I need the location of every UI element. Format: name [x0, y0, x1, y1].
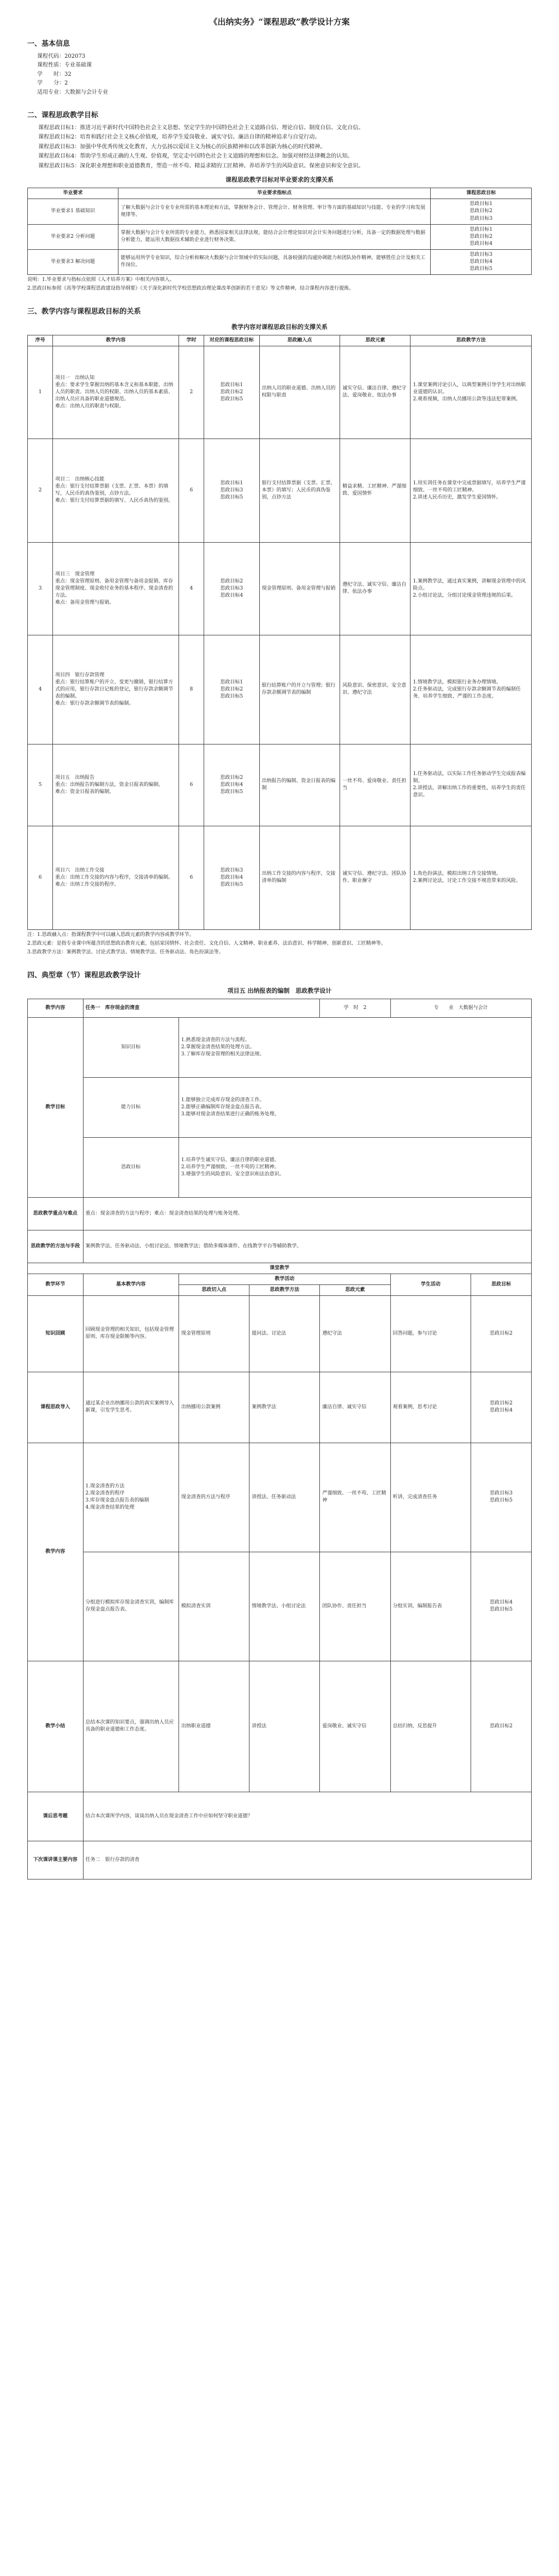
- table-cell: 下次课讲课主要内容: [28, 1841, 84, 1879]
- table-row: [28, 439, 532, 542]
- table-cell: 思政目标1 思政目标2 思政目标4: [431, 224, 532, 249]
- basic-info: [27, 53, 532, 97]
- document-title: 《出纳实务》“课程思政”教学设计方案: [209, 17, 350, 27]
- goal-item: 课程思政目标3：加强中华优秀传统文化教育，大力弘扬以爱国主义为核心的民族精神和以改革创新为核心的时代精神。: [38, 143, 326, 150]
- table-row: [28, 635, 532, 744]
- table-cell: 毕业要求3 解决问题: [28, 249, 118, 274]
- table-cell: 严谨细致、一丝不苟、工匠精神: [320, 1443, 390, 1552]
- table-cell: 廉洁自律、诚实守信: [320, 1372, 390, 1443]
- info-row: [37, 71, 532, 79]
- table-cell: 项目二 出纳核心技能 重点：银行支付结算票据（支票、汇票、本票）的填写，人民币的真伪鉴别，点钞方法。 难点：银行支付结算票据的填写、人民币真伪的鉴别。: [53, 439, 179, 542]
- table-row: [28, 1792, 532, 1841]
- table-cell: 1.角色扮演法，模拟出纳工作交接情境。 2.案例讨论法，讨论工作交接不规范带来的风险。: [411, 826, 532, 929]
- table-cell: 观看案例，思考讨论: [390, 1372, 471, 1443]
- table-cell: 诚实守信、廉洁自律、遵纪守法、爱岗敬业、依法办事: [340, 346, 411, 439]
- table-header: 思政元素: [320, 1284, 390, 1295]
- info-value: 大数据与会计专业: [64, 89, 108, 95]
- table-cell: 回答问题，参与讨论: [390, 1295, 471, 1372]
- table-cell: 知识回顾: [28, 1295, 84, 1372]
- table-cell: 4: [179, 542, 204, 635]
- table-cell: 银行支付结算票据（支票、汇票、本票）的填写；人民币的真伪鉴别，点钞方法: [259, 439, 340, 542]
- table-cell: 教学内容: [28, 1443, 84, 1661]
- table-row: [28, 199, 532, 224]
- table-cell: 教学目标: [28, 1017, 84, 1197]
- table-cell: 项目一 出纳认知 重点：要求学生掌握出纳的基本含义和基本职能、出纳人员的职责、出纳人员的权限、出纳人员的基本素质、出纳人员应具备的职业道德规范。 难点：出纳人员的职责与权限。: [53, 346, 179, 439]
- table-cell: 出纳工作交接的内容与程序，交接清单的编制: [259, 826, 340, 929]
- table-header: 教学活动: [179, 1274, 390, 1284]
- table-cell: 项目五 出纳报告 重点：出纳报告的编制方法，资金日报表的编制。 难点：资金日报表的编制。: [53, 744, 179, 826]
- hours-value: 2: [363, 1005, 367, 1011]
- table-cell: 出纳人员的职业道德、出纳人员的权限与职责: [259, 346, 340, 439]
- table-row: [28, 249, 532, 274]
- table-cell: 出纳挪用公款案例: [179, 1372, 249, 1443]
- table-note: 3.思政教学方法：案例教学法、讨论式教学法、情境教学法、任务驱动法、角色扮演法等。: [27, 949, 224, 955]
- table-header: 对应的课程思政目标: [204, 335, 260, 346]
- table-row: [28, 1661, 532, 1792]
- table-cell: 诚实守信、遵纪守法、团队协作、职业操守: [340, 826, 411, 929]
- table-cell: 教学内容: [28, 999, 84, 1017]
- table-cell: 现金管理原则、备用金管理与报销: [259, 542, 340, 635]
- table-header: 思政元素: [340, 335, 411, 346]
- table-cell: 遵纪守法、诚实守信、廉洁自律、依法办事: [340, 542, 411, 635]
- table-header: 思政目标: [471, 1274, 532, 1295]
- table-row: [28, 1230, 532, 1263]
- table-cell: [390, 999, 531, 1017]
- table-header: 毕业要求: [28, 188, 118, 199]
- table-cell: 5: [28, 744, 53, 826]
- design-table-title: 项目五 出纳报表的编制 思政教学设计: [227, 987, 332, 994]
- hours-label: 学 时: [343, 1005, 359, 1011]
- table-cell: 遵纪守法: [320, 1295, 390, 1372]
- table-cell: 项目三 现金管理 重点：现金管理原则、备用金管理与备用金报销、库存现金管理制度、现金收付业务的基本程序、现金清查的方法。 难点：备用金管理与报销。: [53, 542, 179, 635]
- info-value: 32: [64, 71, 72, 77]
- table-cell: 精益求精、工匠精神、严谨细致、爱国情怀: [340, 439, 411, 542]
- table-cell: 分组实训，编制报告表: [390, 1552, 471, 1661]
- table-header: 基本教学内容: [83, 1274, 179, 1295]
- table-cell: [320, 999, 390, 1017]
- info-row: [37, 53, 532, 61]
- info-label: 适用专业：: [37, 89, 64, 95]
- table-cell: 6: [179, 744, 204, 826]
- table-header: 思政切入点: [179, 1284, 249, 1295]
- table-cell: 思政目标1 思政目标3 思政目标5: [204, 439, 260, 542]
- table-cell: 思政目标1 思政目标2 思政目标3: [431, 199, 532, 224]
- section-1-heading: 一、基本信息: [27, 39, 70, 48]
- table-row: [28, 1274, 532, 1284]
- goal-item: 课程思政目标5：深化职业理想和职业道德教育，塑造一丝不苟、精益求精的工匠精神、养培养学生的风险意识、保密意识和安全意识。: [38, 163, 364, 169]
- table-cell: 教学小结: [28, 1661, 84, 1792]
- table-cell: 能够运用所学专业知识，综合分析和解决大数据与会计领域中的实际问题，具备较强的沟通协调能力和团队协作精神，能够胜任会计及相关工作岗位。: [118, 249, 431, 274]
- table-cell: 1.能够独立完成库存现金的清查工作。 2.能够正确编制库存现金盘点报告表。 3.能够对现金清查结果进行正确的账务处理。: [179, 1077, 531, 1137]
- table-cell: 情境教学法、小组讨论法: [249, 1552, 320, 1661]
- table-cell: 课后思考题: [28, 1792, 84, 1841]
- table-cell: 思政目标2: [471, 1661, 532, 1792]
- table-row: [28, 224, 532, 249]
- table-cell: 思政目标2 思政目标4: [471, 1372, 532, 1443]
- table-cell: 讲授法、任务驱动法: [249, 1443, 320, 1552]
- section-3-heading: 三、教学内容与课程思政目标的关系: [27, 307, 141, 316]
- table-header: 学时: [179, 335, 204, 346]
- table-cell: 思政目标1 思政目标2 思政目标5: [204, 635, 260, 744]
- table-cell: 银行结算账户的开立与管理；银行存款余额调节表的编制: [259, 635, 340, 744]
- table-cell: 1: [28, 346, 53, 439]
- table-cell: 分组进行模拟库存现金清查实训，编制库存现金盘点报告表。: [83, 1552, 179, 1661]
- table-row: [28, 1017, 532, 1077]
- table-cell: 通过某企业出纳挪用公款的真实案例导入新课，引发学生思考。: [83, 1372, 179, 1443]
- table-row: [28, 1443, 532, 1552]
- support-table-title: 课程思政教学目标对毕业要求的支撑关系: [225, 176, 334, 184]
- table-row: [28, 1197, 532, 1230]
- info-row: [37, 80, 532, 88]
- info-label: 学 时：: [37, 71, 64, 77]
- table-cell: 项目六 出纳工作交接 重点：出纳工作交接的内容与程序，交接清单的编制。 难点：出纳工作交接的程序。: [53, 826, 179, 929]
- table-row: [28, 346, 532, 439]
- info-row: [37, 89, 532, 97]
- table-header: 教学环节: [28, 1274, 84, 1295]
- table-row: [28, 542, 532, 635]
- table-cell: 风险意识、保密意识、安全意识、遵纪守法: [340, 635, 411, 744]
- goal-list: [27, 124, 532, 171]
- table-cell: 1.熟悉现金清查的方法与流程。 2.掌握现金清查结果的处理方法。 3.了解库存现金管理的相关法律法规。: [179, 1017, 531, 1077]
- table-cell: 总结归纳，反思提升: [390, 1661, 471, 1792]
- support-table: [27, 188, 532, 274]
- table-cell: 3: [28, 542, 53, 635]
- table-cell: 1.用实训任务在课堂中完成票据填写，培养学生严谨细致、一丝不苟的工匠精神。 2.讲述人民币历史，激发学生爱国情怀。: [411, 439, 532, 542]
- table-cell: 1.培养学生诚实守信、廉洁自律的职业道德。 2.培养学生严谨细致、一丝不苟的工匠精神。 3.增强学生的风险意识、安全意识和法治意识。: [179, 1137, 531, 1197]
- table-cell: 任务二 银行存款的清查: [83, 1841, 531, 1879]
- table-cell: 重点：现金清查的方法与程序；难点：现金清查结果的处理与账务处理。: [83, 1197, 531, 1230]
- table-row: [28, 999, 532, 1017]
- table-row: [28, 1295, 532, 1372]
- table-cell: 团队协作、责任担当: [320, 1552, 390, 1661]
- table-cell: 2: [179, 346, 204, 439]
- table-cell: 思政目标3 思政目标5: [471, 1443, 532, 1552]
- table-note: 说明：1.毕业要求与指标点依照《人才培养方案》中相关内容填入。: [27, 277, 175, 283]
- goal-item: 课程思政目标4：帮助学生形成正确的人生观、价值观，坚定走中国特色社会主义道路的理想和信念。加强对财经法律概念的认知。: [38, 153, 353, 160]
- table-row: [28, 1841, 532, 1879]
- content-table-title: 教学内容对课程思政目标的支撑关系: [231, 323, 328, 331]
- table-row: [28, 744, 532, 826]
- table-cell: 现金管理原则: [179, 1295, 249, 1372]
- table-cell: 思政目标: [83, 1137, 179, 1197]
- table-cell: 1.课堂案例讨论引入，以典型案例引导学生对出纳职业道德的认识。 2.观看视频，出纳人员挪用公款等违法犯罪案例。: [411, 346, 532, 439]
- table-cell: 1.案例教学法，通过真实案例，讲解现金管理中的风险点。 2.小组讨论法，分组讨论现金管理违规的后果。: [411, 542, 532, 635]
- table-cell: 6: [179, 439, 204, 542]
- table-cell: 现金清查的方法与程序: [179, 1443, 249, 1552]
- table-cell: 能力目标: [83, 1077, 179, 1137]
- table-cell: 结合本次课所学内容，谈谈出纳人员在现金清查工作中应如何坚守职业道德？: [83, 1792, 531, 1841]
- table-row: [28, 1077, 532, 1137]
- table-cell: 1.情境教学法，模拟银行业务办理情境。 2.任务驱动法，完成银行存款余额调节表的编制任务，培养学生细致、严谨的工作态度。: [411, 635, 532, 744]
- table-cell: 思政目标2: [471, 1295, 532, 1372]
- table-cell: 1.现金清查的方法 2.现金清查的程序 3.库存现金盘点报告表的编制 4.现金清查结果的处理: [83, 1443, 179, 1552]
- info-label: 学 分：: [37, 80, 64, 87]
- table-cell: 项目四 银行存款管理 重点：银行结算账户的开立、变更与撤销，银行结算方式的应用，银行存款日记账的登记，银行存款余额调节表的编制。 难点：银行存款余额调节表的编制。: [53, 635, 179, 744]
- table-row: [28, 1137, 532, 1197]
- table-cell: 思政目标3 思政目标4 思政目标5: [204, 826, 260, 929]
- table-header: 教学内容: [53, 335, 179, 346]
- table-note: 2.思政元素：是指专业课中所蕴含的思想政治教育元素，包括家国情怀、社会责任、文化自信、人文精神、职业素养、法治意识、科学精神、创新意识、工匠精神等。: [27, 940, 386, 946]
- section-4-heading: 四、典型章（节）课程思政教学设计: [27, 971, 141, 980]
- section-2-heading: 二、课程思政教学目标: [27, 111, 99, 120]
- info-label: 课程性质：: [37, 62, 64, 69]
- table-cell: 任务一 库存现金的清查: [83, 999, 320, 1017]
- table-cell: 课程思政导入: [28, 1372, 84, 1443]
- major-label: 专 业: [433, 1005, 454, 1011]
- table-cell: 4: [28, 635, 53, 744]
- table-header: 课程思政目标: [431, 188, 532, 199]
- table-cell: 思政教学重点与难点: [28, 1197, 84, 1230]
- table-cell: 思政目标4 思政目标5: [471, 1552, 532, 1661]
- table-cell: 2: [28, 439, 53, 542]
- info-value: 专业基础课: [64, 62, 92, 69]
- table-cell: 听讲，完成清查任务: [390, 1443, 471, 1552]
- table-row: [28, 1263, 532, 1274]
- table-cell: 6: [28, 826, 53, 929]
- goal-item: 课程思政目标1：推进习近平新时代中国特色社会主义思想、坚定学生的中国特色社会主义道路自信、理论自信、制度自信、文化自信。: [38, 124, 364, 131]
- table-note: 2.思政目标参照《高等学校课程思政建设指导纲要》《关于深化新时代学校思想政治理论课改革创新的若干意见》等文件精神，结合课程内容进行提炼。: [27, 285, 354, 291]
- table-cell: 爱岗敬业、诚实守信: [320, 1661, 390, 1792]
- table-cell: 毕业要求1 基础知识: [28, 199, 118, 224]
- table-cell: 知识目标: [83, 1017, 179, 1077]
- table-cell: 思政目标2 思政目标3 思政目标4: [204, 542, 260, 635]
- goal-item: 课程思政目标2：培育和践行社会主义核心价值观，培养学生爱岗敬业、诚实守信、廉洁自律的精神追求与自觉行动。: [38, 134, 320, 141]
- table-cell: 掌握大数据与会计专业所需的专业能力，熟悉国家相关法律法规，能结合会计理论知识对会计实务问题进行分析，具备一定的数据处理与数据分析能力，能运用大数据技术辅助企业进行财务决策。: [118, 224, 431, 249]
- table-cell: 了解大数据与会计专业专业所需的基本理论和方法，掌握财务会计、管理会计、财务管理、审计等方面的基础知识与技能、专业的学习和发展规律等。: [118, 199, 431, 224]
- table-header: 序号: [28, 335, 53, 346]
- table-cell: 思政教学的方法与手段: [28, 1230, 84, 1263]
- table-header: 思政融入点: [259, 335, 340, 346]
- table-row: [28, 826, 532, 929]
- table-cell: 案例教学法: [249, 1372, 320, 1443]
- info-row: [37, 62, 532, 70]
- table-cell: 1.任务驱动法，以实际工作任务驱动学生完成报表编制。 2.讲授法，讲解出纳工作的重要性，培养学生的责任意识。: [411, 744, 532, 826]
- table-cell: 提问法、讨论法: [249, 1295, 320, 1372]
- info-value: 202073: [64, 53, 86, 59]
- table-header: 思政教学方法: [411, 335, 532, 346]
- table-cell: 出纳报告的编制、资金日报表的编制: [259, 744, 340, 826]
- table-cell: 模拟清查实训: [179, 1552, 249, 1661]
- info-label: 课程代码：: [37, 53, 64, 59]
- table-header: 毕业要求指标点: [118, 188, 431, 199]
- table-cell: 回顾现金管理的相关知识，包括现金管理原则、库存现金限额等内容。: [83, 1295, 179, 1372]
- table-cell: 8: [179, 635, 204, 744]
- table-cell: 思政目标1 思政目标2 思政目标5: [204, 346, 260, 439]
- table-cell: 6: [179, 826, 204, 929]
- table-row: [28, 1552, 532, 1661]
- table-header: 学生活动: [390, 1274, 471, 1295]
- table-cell: 出纳职业道德: [179, 1661, 249, 1792]
- table-note: 注：1.思政融入点：指课程教学中可以融入思政元素的教学内容或教学环节。: [27, 932, 194, 938]
- major-value: 大数据与会计: [458, 1005, 488, 1011]
- table-cell: 案例教学法、任务驱动法、小组讨论法、情境教学法；借助多媒体课件、在线教学平台等辅助教学。: [83, 1230, 531, 1263]
- table-cell: 思政目标3 思政目标4 思政目标5: [431, 249, 532, 274]
- table-cell: 总结本次课的知识要点，强调出纳人员应具备的职业道德和工作态度。: [83, 1661, 179, 1792]
- info-value: 2: [64, 80, 68, 87]
- table-cell: 一丝不苟、爱岗敬业、责任担当: [340, 744, 411, 826]
- table-cell: 毕业要求2 分析问题: [28, 224, 118, 249]
- content-table: [27, 335, 532, 930]
- table-row: [28, 1372, 532, 1443]
- design-table: [27, 999, 532, 1880]
- table-header: 思政教学方法: [249, 1284, 320, 1295]
- table-cell: 思政目标2 思政目标4 思政目标5: [204, 744, 260, 826]
- table-cell: 讲授法: [249, 1661, 320, 1792]
- table-cell: 课堂教学: [28, 1263, 532, 1274]
